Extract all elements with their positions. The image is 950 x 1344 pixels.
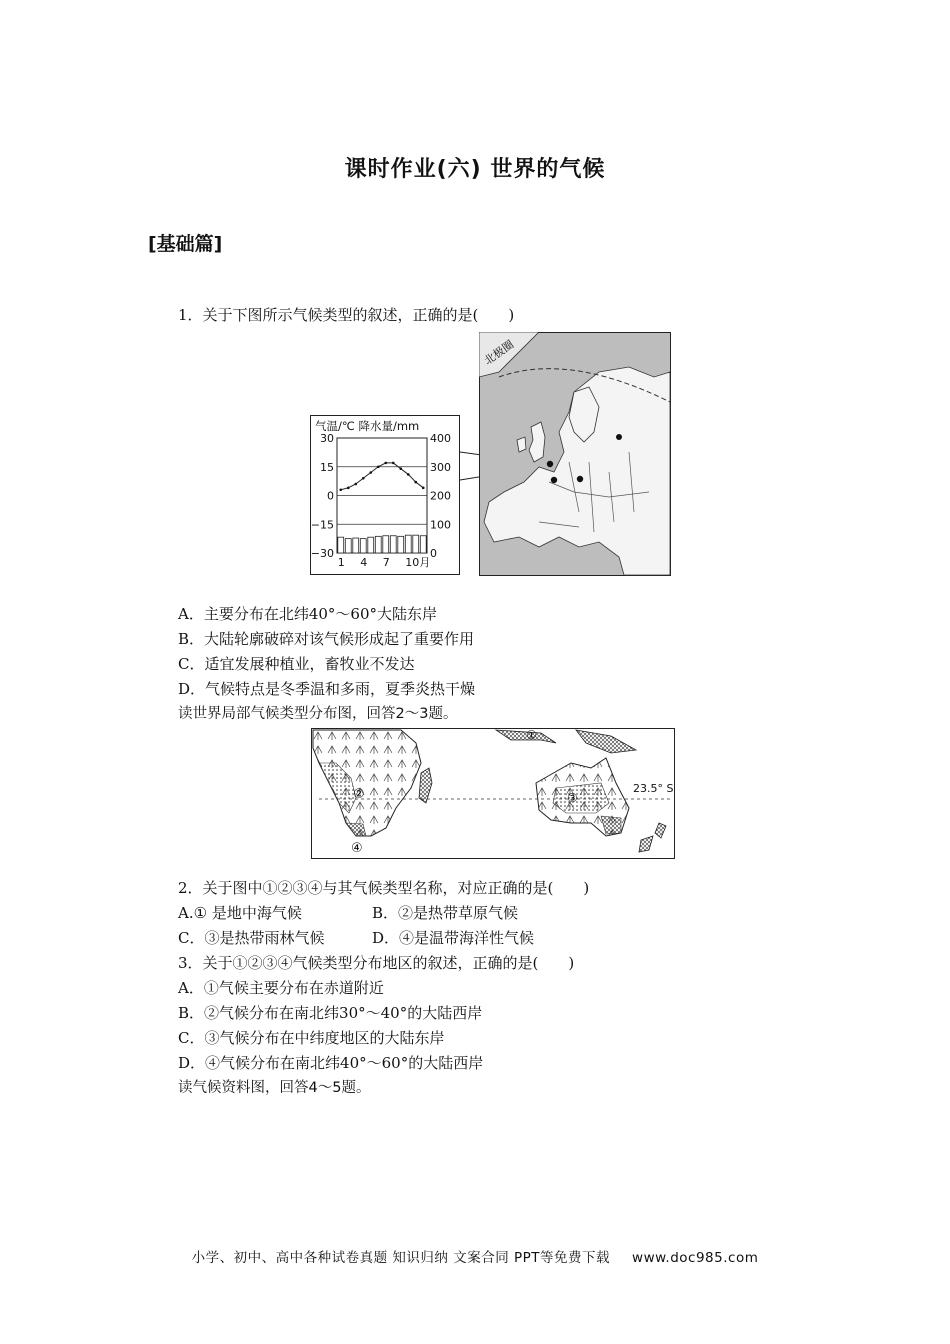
question-2-stem: 2．关于图中①②③④与其气候类型名称，对应正确的是( ) (178, 879, 590, 897)
marker-4: ④ (351, 841, 363, 856)
month-tick-label: 1 (337, 556, 345, 569)
lead-2-3: 读世界局部气候类型分布图，回答2～3题。 (178, 706, 458, 722)
precip-tick-label: 300 (430, 460, 451, 474)
climate-chart (310, 415, 460, 575)
page-footer (0, 1246, 950, 1266)
temp-point (362, 477, 365, 480)
q1-option-d: D．气候特点是冬季温和多雨，夏季炎热干燥 (178, 680, 476, 698)
temp-tick-label: −30 (310, 547, 334, 560)
q3-option-a: A．①气候主要分布在赤道附近 (178, 979, 384, 997)
world-climate-map (311, 728, 675, 859)
location-dot-2 (551, 477, 557, 483)
temp-point (422, 487, 425, 490)
month-tick-label: 7 (382, 556, 390, 569)
q2-option-d: D．④是温带海洋性气候 (372, 929, 535, 947)
precip-bar (383, 536, 389, 553)
precip-bar (338, 537, 344, 553)
latitude-label: 23.5° S (633, 782, 674, 795)
precip-bar (398, 536, 404, 553)
location-dot-4 (616, 434, 622, 440)
ireland (517, 437, 526, 452)
precip-tick-label: 200 (430, 489, 451, 503)
footer-text: 小学、初中、高中各种试卷真题 知识归纳 文案合同 PPT等免费下载 (191, 1250, 611, 1266)
precip-bar (368, 537, 374, 553)
q1-option-c: C．适宜发展种植业，畜牧业不发达 (178, 655, 415, 673)
temp-point (414, 481, 417, 484)
month-tick-label: 10月 (405, 556, 431, 569)
temp-tick-label: 0 (327, 489, 334, 503)
temp-point (384, 462, 387, 465)
month-tick-label: 4 (360, 556, 368, 569)
precip-bar (420, 536, 426, 553)
precip-bar (353, 538, 359, 553)
chart-header: 气温/℃ 降水量/mm (315, 419, 420, 433)
europe-map (479, 332, 671, 576)
location-dot-1 (547, 461, 553, 467)
precip-bar (390, 536, 396, 553)
precip-bar (345, 539, 351, 553)
location-dot-3 (577, 476, 583, 482)
q2-option-b: B．②是热带草原气候 (372, 904, 519, 922)
marker-1: ① (526, 728, 537, 742)
q1-option-b: B．大陆轮廓破碎对该气候形成起了重要作用 (178, 630, 475, 648)
marker-3: ③ (567, 791, 578, 805)
temp-point (399, 467, 402, 470)
lead-4-5: 读气候资料图，回答4～5题。 (178, 1080, 371, 1096)
q1-option-a: A．主要分布在北纬40°～60°大陆东岸 (178, 605, 438, 623)
precip-bar (375, 536, 381, 553)
arctic-circle-label: 北极圈 (481, 337, 517, 368)
temp-point (392, 462, 395, 465)
page-title: 课时作业(六) 世界的气候 (344, 157, 606, 182)
temp-point (407, 473, 410, 476)
precip-bar (360, 539, 366, 553)
q3-option-c: C．③气候分布在中纬度地区的大陆东岸 (178, 1029, 445, 1047)
question-1-stem: 1．关于下图所示气候类型的叙述，正确的是( ) (178, 306, 515, 324)
precip-bar (413, 535, 419, 553)
temp-tick-label: 15 (320, 460, 334, 474)
precip-bar (405, 535, 411, 553)
question-3-stem: 3．关于①②③④气候类型分布地区的叙述，正确的是( ) (178, 954, 575, 972)
section-heading: [基础篇] (148, 233, 223, 255)
temp-point (377, 465, 380, 468)
australia-zone-3 (553, 783, 609, 813)
temp-tick-label: 30 (320, 432, 334, 445)
precip-tick-label: 100 (430, 518, 451, 532)
temp-point (347, 487, 350, 490)
marker-2: ② (353, 787, 365, 802)
temp-point (354, 483, 357, 486)
footer-url[interactable]: www.doc985.com (632, 1250, 759, 1266)
q2-option-c: C．③是热带雨林气候 (178, 929, 325, 947)
q3-option-b: B．②气候分布在南北纬30°～40°的大陆西岸 (178, 1004, 483, 1022)
q2-option-a: A.① 是地中海气候 (178, 904, 302, 922)
temp-tick-label: −15 (310, 518, 334, 532)
q3-option-d: D．④气候分布在南北纬40°～60°的大陆西岸 (178, 1054, 484, 1072)
precip-tick-label: 400 (430, 432, 451, 445)
temp-point (369, 471, 372, 474)
temp-point (339, 488, 342, 491)
precip-tick-label: 0 (430, 547, 437, 560)
